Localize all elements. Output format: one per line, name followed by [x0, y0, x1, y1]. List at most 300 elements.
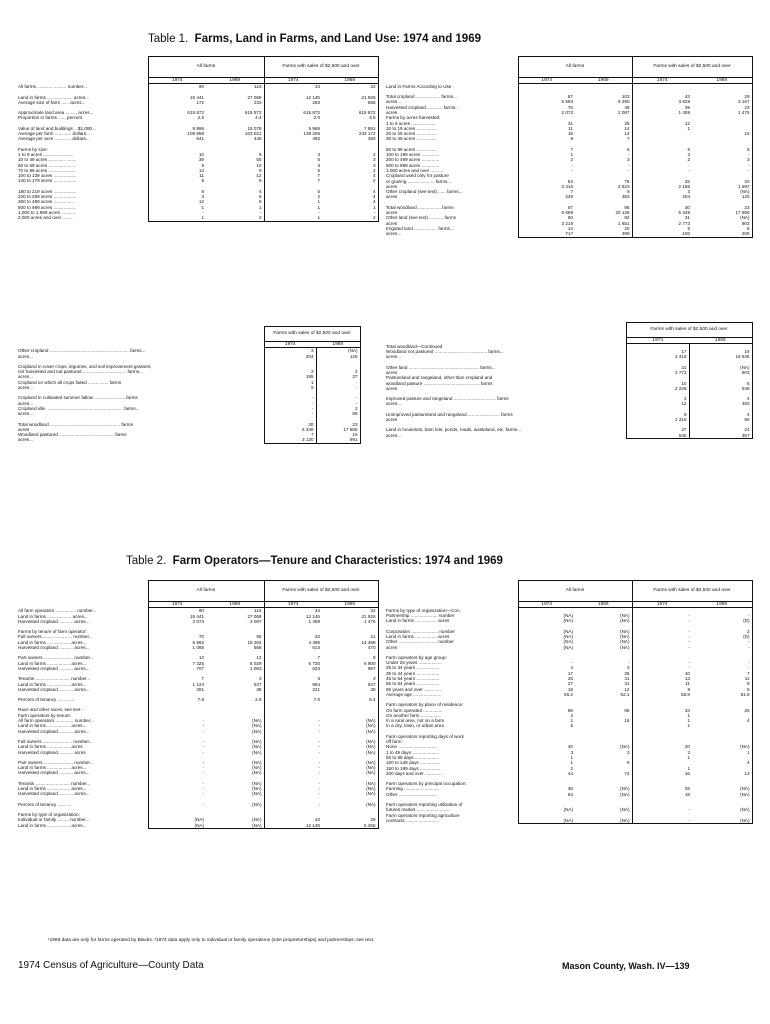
- value-cell: 6: [206, 199, 264, 204]
- value-cell: 23: [692, 205, 752, 210]
- value-cell: 25: [684, 178, 690, 184]
- value-cell: -: [688, 639, 690, 645]
- value-cell: -: [148, 744, 206, 749]
- value-cell: 3: [518, 750, 575, 755]
- value-cell: 11: [518, 126, 575, 131]
- value-cell: 204: [682, 194, 690, 200]
- header-row: [386, 581, 752, 602]
- value-cell: 30: [518, 744, 575, 749]
- value-cell: 7.8: [148, 697, 206, 702]
- value-cell: 5 348: [678, 210, 690, 216]
- value-cell: -: [316, 401, 360, 406]
- row-label: 10 to 19 acres ................: [386, 125, 437, 131]
- value-cell: 2 773: [678, 220, 690, 226]
- value-cell: 55.2: [518, 692, 575, 697]
- value-cell: 16: [684, 770, 690, 776]
- value-cell: -: [264, 406, 316, 411]
- year-1969: 1969: [692, 78, 752, 84]
- value-cell: -: [148, 786, 206, 791]
- row-label: 1,000 acres and over ..........: [386, 167, 444, 173]
- value-cell: -: [575, 152, 632, 157]
- value-cell: 14 489: [322, 640, 378, 645]
- table-row: [386, 231, 752, 237]
- value-cell: -: [318, 770, 320, 776]
- value-cell: 10: [684, 670, 690, 676]
- value-cell: -: [692, 168, 752, 173]
- value-cell: -: [692, 152, 752, 157]
- value-cell: 14: [575, 126, 632, 131]
- year-1969: 1969: [689, 338, 752, 344]
- value-cell: 615 872: [303, 110, 320, 116]
- value-cell: 21: [322, 634, 378, 639]
- value-cell: 1: [518, 760, 575, 765]
- row-label: Proportion in farms ...... percent: [18, 115, 83, 121]
- table2-left-body: [18, 608, 378, 829]
- value-cell: (NA): [575, 629, 632, 634]
- value-cell: 37: [316, 374, 360, 379]
- row-label: Cropland in cover crops, legumes, and soil improvement grasses,: [18, 363, 152, 369]
- value-cell: 74: [575, 771, 632, 776]
- value-cell: 43: [684, 94, 690, 100]
- value-cell: (NA): [322, 781, 378, 786]
- value-cell: 6 900: [322, 661, 378, 666]
- table1-right-b-body: [386, 344, 752, 439]
- value-cell: (NA): [518, 639, 575, 644]
- row-label: On another farm ................: [386, 712, 442, 718]
- value-cell: 44: [518, 771, 575, 776]
- value-cell: -: [148, 770, 206, 775]
- row-label: All farms ............ .......... number...: [18, 83, 87, 89]
- row-label: Harvested cropland ........... acres: [18, 749, 86, 755]
- row-label: Harvested cropland ........... acres...: [18, 645, 90, 651]
- value-cell: 15 441: [148, 95, 206, 100]
- row-label: Harvested cropland ........... acres...: [18, 791, 90, 797]
- value-cell: 641: [148, 136, 206, 141]
- value-cell: 4: [322, 194, 378, 199]
- row-label: Farms by tenure of farm operator:: [18, 629, 87, 635]
- row-label: 1 to 9 acres .......................: [18, 151, 73, 157]
- value-cell: 2: [687, 749, 690, 755]
- value-cell: 2: [692, 629, 752, 634]
- row-label: Under 25 years ..................: [386, 660, 442, 666]
- value-cell: 24: [689, 427, 752, 432]
- value-cell: 43: [314, 84, 320, 90]
- row-label: Corporation ..................... number: [386, 628, 455, 634]
- value-cell: -: [688, 644, 690, 650]
- value-cell: 15 441: [148, 614, 206, 619]
- value-cell: 5 986: [308, 125, 320, 131]
- value-cell: 717: [518, 231, 575, 237]
- row-label: 200 days and over ..............: [386, 770, 443, 776]
- value-cell: 615 872: [322, 110, 378, 115]
- value-cell: (NA): [518, 618, 575, 623]
- row-label: 70 to 99 acres .....................: [18, 167, 76, 173]
- row-label: acres...: [18, 411, 34, 417]
- value-cell: 221: [312, 686, 320, 692]
- table2-right: [386, 580, 753, 824]
- value-cell: (NA): [322, 718, 378, 723]
- value-cell: -: [692, 665, 752, 670]
- row-label: Total woodland .................. farms: [386, 204, 454, 210]
- value-cell: 470: [322, 645, 378, 650]
- row-label: In a rural area, not on a farm: [386, 718, 445, 724]
- table2-right-body: [386, 608, 752, 824]
- value-cell: -: [148, 729, 206, 734]
- row-label: Average age ......................: [386, 691, 442, 697]
- row-label: acres...: [18, 437, 34, 443]
- value-cell: 6: [689, 381, 752, 386]
- value-cell: 903: [689, 370, 752, 375]
- value-cell: 446: [206, 136, 264, 141]
- row-label: Other ..............................: [386, 791, 438, 797]
- value-cell: (NA): [575, 786, 632, 791]
- row-label: acres...: [18, 385, 34, 391]
- header-row: [18, 581, 378, 602]
- value-cell: (NA): [206, 817, 264, 822]
- value-cell: (NA): [575, 744, 632, 749]
- value-cell: 9: [626, 412, 689, 417]
- value-cell: (NA): [575, 618, 632, 623]
- value-cell: 9: [148, 163, 206, 168]
- value-cell: (NA): [322, 770, 378, 775]
- value-cell: 3 130: [264, 437, 316, 443]
- value-cell: 991: [316, 437, 360, 443]
- col-head-all-farms: All farms: [518, 581, 632, 602]
- value-cell: 1: [148, 205, 206, 210]
- value-cell: 685: [322, 100, 378, 105]
- value-cell: 38: [206, 687, 264, 692]
- value-cell: 16: [575, 718, 632, 723]
- value-cell: 52.1: [575, 692, 632, 697]
- value-cell: (NA): [518, 807, 575, 812]
- row-label: Farm operators by tenure:: [18, 712, 72, 718]
- row-label: 50 to 99 acres ................: [386, 146, 437, 152]
- row-label: Farms by type of organization—Con.: [386, 607, 461, 613]
- value-cell: 1: [687, 723, 690, 729]
- value-cell: 39: [684, 104, 690, 110]
- col-head-all-farms: All farms: [148, 581, 264, 602]
- value-cell: -: [318, 209, 320, 215]
- year-1969: 1969: [575, 78, 632, 84]
- table2-title: [126, 555, 503, 567]
- year-1974: 1974: [264, 78, 322, 84]
- value-cell: (NA): [322, 750, 378, 755]
- value-cell: 76: [575, 179, 632, 184]
- row-label: contracts ..........................: [386, 817, 440, 823]
- value-cell: 13: [148, 168, 206, 173]
- row-label: Land in Farms According to Use: [386, 83, 452, 89]
- value-cell: -: [688, 613, 690, 619]
- value-cell: (NA): [689, 365, 752, 370]
- value-cell: 195: [264, 374, 316, 379]
- value-cell: 33: [314, 634, 320, 640]
- value-cell: 15: [692, 131, 752, 136]
- value-cell: (NA): [206, 802, 264, 807]
- value-cell: 8: [518, 136, 575, 141]
- value-cell: 1 597: [692, 184, 752, 189]
- value-cell: 1 065: [148, 645, 206, 650]
- row-label: Farms by size:: [18, 146, 48, 152]
- row-label: Percent of tenancy ....... ...: [18, 801, 72, 807]
- row-label: Percent of tenancy .............: [18, 697, 75, 703]
- value-cell: (NA): [692, 792, 752, 797]
- row-label: acres...: [386, 231, 402, 237]
- row-label: acres...: [386, 401, 402, 407]
- year-1974: 1974: [148, 78, 206, 84]
- value-cell: 1: [148, 215, 206, 221]
- value-cell: 5 348: [264, 427, 316, 432]
- value-cell: 23: [316, 422, 360, 427]
- value-cell: 1 459: [308, 618, 320, 624]
- header-row: [18, 327, 360, 342]
- value-cell: 5: [692, 687, 752, 692]
- value-cell: 7: [264, 432, 316, 437]
- value-cell: 2 823: [575, 184, 632, 189]
- value-cell: -: [322, 210, 378, 215]
- value-cell: 357: [689, 433, 752, 439]
- row-label: Harvested cropland ........... acres...: [18, 665, 90, 671]
- year-1969: 1969: [316, 342, 360, 348]
- year-1969: 1969: [692, 602, 752, 608]
- value-cell: (NA): [575, 807, 632, 812]
- row-label: Harvested cropland ........... acres...: [18, 770, 90, 776]
- value-cell: 13: [684, 676, 690, 682]
- row-label: Farm operators reporting agriculture: [386, 812, 460, 818]
- value-cell: -: [318, 728, 320, 734]
- row-label: Farm operators by principal occupation:: [386, 781, 467, 787]
- value-cell: -: [518, 168, 575, 173]
- value-cell: 5 593: [518, 99, 575, 104]
- value-cell: 2 772: [626, 370, 689, 375]
- row-label: acres: [386, 385, 398, 391]
- value-cell: -: [575, 163, 632, 168]
- row-label: 100 to 139 acres ..................: [18, 173, 77, 179]
- value-cell: -: [206, 210, 264, 215]
- row-label: 500 to 999 acres ..............: [386, 162, 440, 168]
- value-cell: 23: [692, 105, 752, 110]
- row-label: acres...: [18, 353, 34, 359]
- value-cell: 2: [322, 178, 378, 183]
- value-cell: 6: [687, 225, 690, 231]
- footnote: ¹1969 data are only for farms operated by Blacks. ²1974 data apply only to individual or family operations (sole proprietorships) and partnerships; see text.: [48, 938, 375, 943]
- value-cell: 11: [148, 173, 206, 178]
- value-cell: 1: [518, 152, 575, 157]
- row-label: 500 to 999 acres ..................: [18, 204, 77, 210]
- row-label: Value of land and buildings ...$1,000...: [18, 125, 96, 131]
- row-label: Average size of farm ...... acres...: [18, 99, 86, 105]
- value-cell: -: [148, 210, 206, 215]
- value-cell: -: [692, 645, 752, 650]
- value-cell: 32: [322, 84, 378, 90]
- value-cell: 5 290: [575, 99, 632, 104]
- row-label: 180 to 219 acres ..................: [18, 188, 77, 194]
- table-row: [386, 818, 752, 824]
- value-cell: 1 083: [206, 666, 264, 671]
- value-cell: 5 265: [322, 823, 378, 829]
- row-label: Part owners ....................... number...: [18, 655, 94, 661]
- value-cell: (NA): [148, 817, 206, 822]
- table2-prefix: Table 2.: [126, 555, 167, 567]
- value-cell: 36: [518, 786, 575, 791]
- row-label: 30 to 49 acres ................: [386, 136, 437, 142]
- value-cell: 356: [322, 136, 378, 141]
- footer-left: 1974 Census of Agriculture—County Data: [18, 960, 204, 971]
- value-cell: 116: [206, 84, 264, 90]
- row-label: Other .............................. number: [386, 639, 454, 645]
- row-label: Land in farms .................. acres...: [18, 765, 87, 771]
- row-label: Farm operators by age group:: [386, 654, 447, 660]
- value-cell: 5: [317, 188, 320, 194]
- value-cell: 26: [518, 676, 575, 681]
- value-cell: 29: [322, 817, 378, 822]
- value-cell: 76: [518, 105, 575, 110]
- row-label: Land in farms .................. acres...: [18, 723, 87, 729]
- value-cell: (NA): [322, 739, 378, 744]
- row-label: Other land ........ .............................................. farms...: [386, 364, 496, 370]
- row-label: Cropland in cultivated summer fallow ........................ farms: [18, 395, 138, 401]
- value-cell: (NA): [206, 760, 264, 765]
- year-1974: 1974: [264, 342, 316, 348]
- year-1969: 1969: [206, 602, 264, 608]
- value-cell: (NA): [692, 807, 752, 812]
- value-cell: -: [148, 791, 206, 796]
- value-cell: 3: [317, 151, 320, 157]
- value-cell: 16: [689, 349, 752, 354]
- table-row: [386, 433, 752, 439]
- value-cell: 4: [689, 396, 752, 401]
- table2-left: [18, 580, 379, 829]
- value-cell: 31: [518, 121, 575, 126]
- value-cell: 5: [148, 178, 206, 183]
- row-label: Harvested cropland ........... acres...: [18, 728, 90, 734]
- value-cell: -: [148, 750, 206, 755]
- value-cell: 82: [575, 215, 632, 220]
- value-cell: (NA): [206, 729, 264, 734]
- value-cell: 9.4: [322, 697, 378, 702]
- value-cell: 1: [264, 380, 316, 385]
- value-cell: 13: [692, 771, 752, 776]
- value-cell: 3 219: [518, 221, 575, 226]
- value-cell: 88: [575, 708, 632, 713]
- value-cell: 12 145: [305, 94, 320, 100]
- value-cell: -: [318, 759, 320, 765]
- value-cell: -: [318, 786, 320, 792]
- value-cell: 1: [687, 765, 690, 771]
- value-cell: -: [148, 760, 206, 765]
- value-cell: 7 881: [322, 126, 378, 131]
- value-cell: -: [688, 162, 690, 168]
- value-cell: 3: [575, 157, 632, 162]
- row-label: Full owners ....................... number...: [18, 634, 93, 640]
- value-cell: (NA): [518, 645, 575, 650]
- row-label: All farm operators .............. number...: [18, 718, 94, 724]
- col-head-sales: Farms with sales of $2,500 and over: [632, 57, 752, 78]
- value-cell: 7: [692, 671, 752, 676]
- value-cell: 31: [684, 215, 690, 221]
- row-label: acres: [386, 644, 398, 650]
- value-cell: -: [518, 660, 575, 665]
- value-cell: 537: [322, 682, 378, 687]
- value-cell: 5: [317, 167, 320, 173]
- row-label: Full owners ....................... number...: [18, 738, 93, 744]
- row-label: Harvested cropland ........... acres...: [18, 686, 90, 692]
- value-cell: 51.8: [692, 692, 752, 697]
- value-cell: 31: [626, 365, 689, 370]
- value-cell: -: [264, 395, 316, 400]
- value-cell: 54: [518, 179, 575, 184]
- value-cell: 954: [312, 681, 320, 687]
- value-cell: 3 167: [692, 99, 752, 104]
- value-cell: (NA): [518, 634, 575, 639]
- row-label: Farm operators reporting days of work: [386, 733, 464, 739]
- row-label: Race and other races, see text -: [18, 707, 84, 713]
- value-cell: 12 145: [305, 613, 320, 619]
- value-cell: 5: [518, 723, 575, 728]
- row-label: 10 to 49 acres ............. ........: [18, 157, 77, 163]
- value-cell: 1: [687, 718, 690, 724]
- value-cell: -: [318, 765, 320, 771]
- value-cell: (NA): [322, 802, 378, 807]
- value-cell: 109 958: [148, 131, 206, 136]
- value-cell: 383: [575, 194, 632, 199]
- row-label: Land in farms .................... acres...: [18, 94, 89, 100]
- value-cell: 399: [575, 231, 632, 237]
- value-cell: 7: [317, 655, 320, 661]
- value-cell: 2: [518, 713, 575, 718]
- value-cell: 9: [264, 385, 316, 390]
- value-cell: 1: [518, 718, 575, 723]
- value-cell: 537: [206, 682, 264, 687]
- value-cell: -: [688, 665, 690, 671]
- row-label: acres...: [386, 99, 402, 105]
- value-cell: 20: [692, 179, 752, 184]
- value-cell: 54: [518, 792, 575, 797]
- row-label: 45 to 54 years ..................: [386, 676, 440, 682]
- value-cell: 7: [518, 147, 575, 152]
- value-cell: -: [318, 749, 320, 755]
- value-cell: 41: [575, 676, 632, 681]
- row-label: woodland pasture ............................................ farms: [386, 380, 493, 386]
- row-label: Individual or family ......... number...: [18, 817, 90, 823]
- row-label: Total woodland ....................................................... farms: [18, 421, 133, 427]
- table1-title: [148, 33, 481, 45]
- row-label: Land in farms .................. acres...: [18, 822, 87, 828]
- value-cell: -: [318, 791, 320, 797]
- value-cell: 2: [206, 215, 264, 221]
- col-head-sales: Farms with sales of $2,500 and over: [632, 581, 752, 602]
- value-cell: 6 992: [148, 640, 206, 645]
- year-1969: 1969: [322, 602, 378, 608]
- table1-right-body: [386, 84, 752, 237]
- value-cell: -: [688, 618, 690, 624]
- value-cell: 5: [692, 147, 752, 152]
- row-label: Other cropland .............................................................. farms...: [18, 347, 146, 353]
- value-cell: 1: [518, 755, 575, 760]
- row-label: 2,000 acres and over ........: [18, 215, 73, 221]
- value-cell: 27 069: [206, 614, 264, 619]
- row-label: Land in farms ................... acres...: [18, 613, 88, 619]
- col-head-sales: Farms with sales of $2,500 and over: [264, 581, 378, 602]
- value-cell: 623: [312, 665, 320, 671]
- value-cell: 2: [322, 152, 378, 157]
- value-cell: 9: [206, 178, 264, 183]
- row-label: acres: [386, 109, 398, 115]
- value-cell: (NA): [206, 786, 264, 791]
- row-label: Total woodland—Continued: [386, 343, 443, 349]
- value-cell: (D): [692, 618, 752, 623]
- value-cell: 12: [206, 173, 264, 178]
- value-cell: (D): [692, 634, 752, 639]
